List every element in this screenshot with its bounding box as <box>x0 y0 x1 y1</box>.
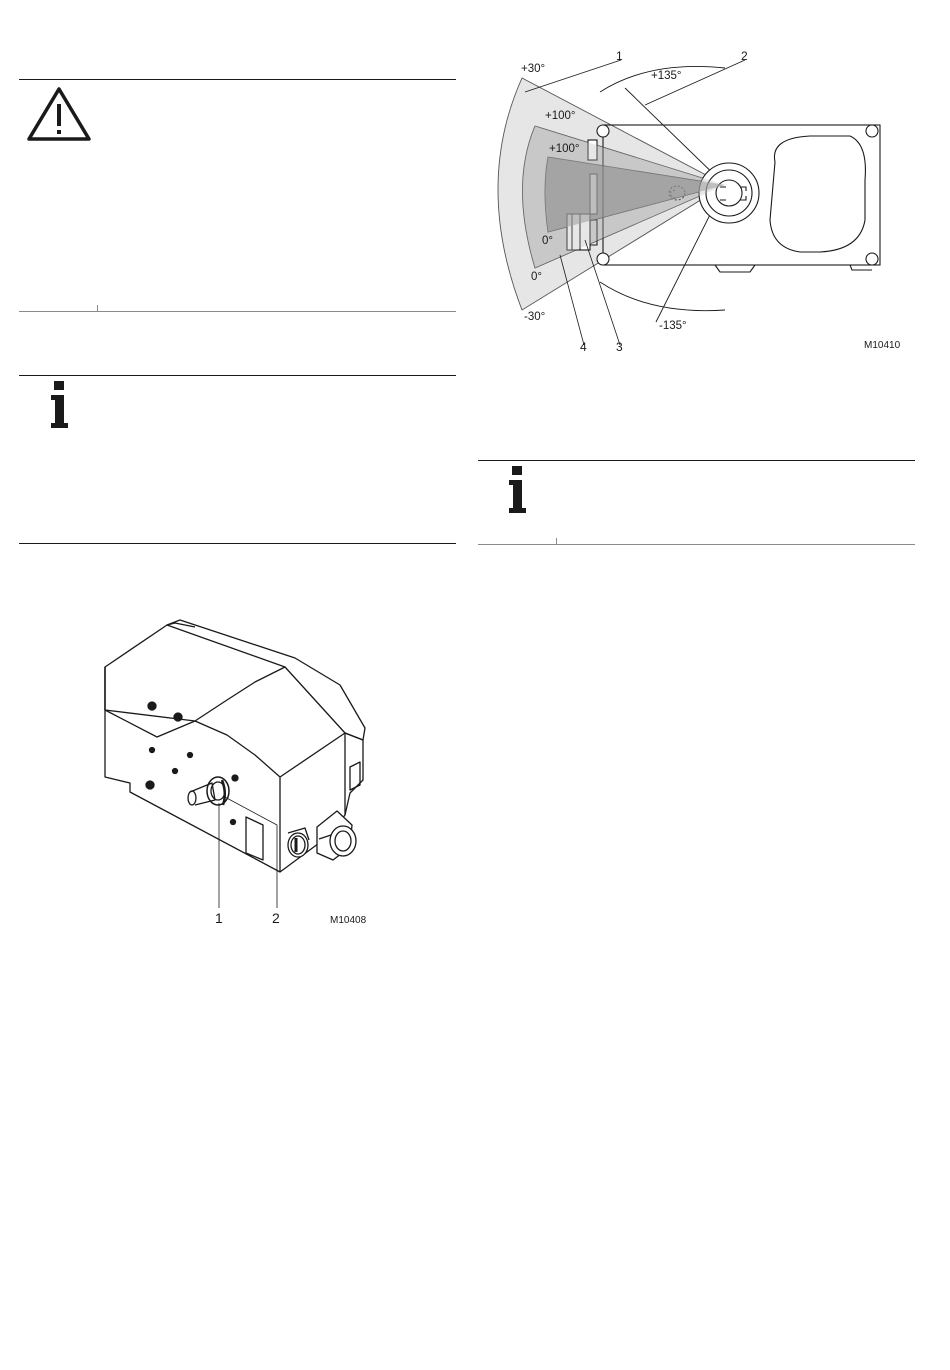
info-icon <box>50 381 70 429</box>
angle-label-minus30: -30° <box>524 311 546 323</box>
info-left-top-rule <box>19 375 456 376</box>
figure-top-callout-4: 4 <box>580 340 587 354</box>
angle-label-plus30: +30° <box>521 63 546 75</box>
angle-label-zero-inner: 0° <box>542 235 553 247</box>
positioner-figure <box>95 615 385 935</box>
figure-top-callout-3: 3 <box>616 340 623 354</box>
info-right-top-rule <box>478 460 915 461</box>
figure-top-callout-1: 1 <box>616 49 623 63</box>
info-icon <box>508 466 528 514</box>
angle-label-plus100-outer: +100° <box>545 110 576 122</box>
warning-top-rule <box>19 79 456 80</box>
angle-label-minus135: -135° <box>659 320 687 332</box>
figure-bottom-code: M10408 <box>330 915 367 926</box>
info-right-bottom-rule <box>478 544 915 545</box>
warning-triangle-icon <box>26 86 92 142</box>
angle-label-plus100-inner: +100° <box>549 143 580 155</box>
figure-top-code: M10410 <box>864 340 901 351</box>
rotation-angle-figure <box>480 40 920 360</box>
info-left-bottom-rule <box>19 543 456 544</box>
info-right-bottom-tick <box>556 538 557 545</box>
angle-label-plus135: +135° <box>651 70 682 82</box>
figure-bottom-callout-2: 2 <box>272 910 280 926</box>
warning-bottom-tick <box>97 305 98 312</box>
figure-top-callout-2: 2 <box>741 49 748 63</box>
angle-label-zero-outer: 0° <box>531 271 542 283</box>
warning-bottom-rule <box>19 311 456 312</box>
figure-bottom-callout-1: 1 <box>215 910 223 926</box>
